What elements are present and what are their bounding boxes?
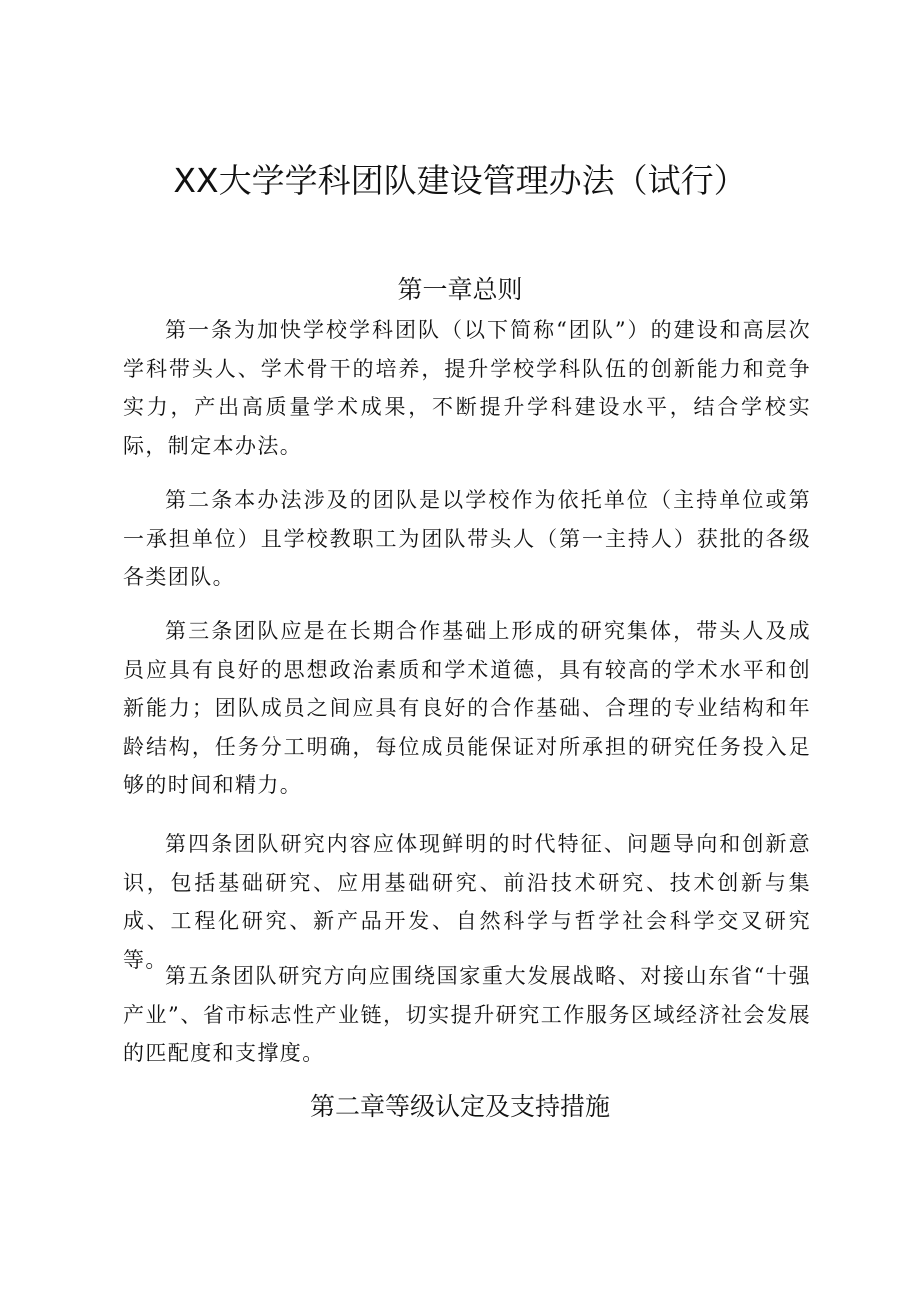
chapter-1-heading: 第一章总则 bbox=[397, 275, 523, 304]
article-5: 第五条团队研究方向应围绕国家重大发展战略、对接山东省“十强产业”、省市标志性产业链，切实提升研究工作服务区域经济社会发展的匹配度和支撑度。 bbox=[123, 964, 811, 1065]
article-2: 第二条本办法涉及的团队是以学校作为依托单位（主持单位或第一承担单位）且学校教职工为团队带头人（第一主持人）获批的各级各类团队。 bbox=[123, 488, 811, 589]
article-4: 第四条团队研究内容应体现鲜明的时代特征、问题导向和创新意识，包括基础研究、应用基础研究、前沿技术研究、技术创新与集成、工程化研究、新产品开发、自然科学与哲学社会科学交叉研究等。 bbox=[123, 832, 811, 972]
chapter-2-heading: 第二章等级认定及支持措施 bbox=[309, 1092, 610, 1121]
article-1: 第一条为加快学校学科团队（以下简称“团队”）的建设和高层次学科带头人、学术骨干的培养，提升学校学科队伍的创新能力和竞争实力，产出高质量学术成果，不断提升学科建设水平，结合学校实际，制定本办法。 bbox=[123, 318, 811, 458]
document-title: XX大学学科团队建设管理办法（试行） bbox=[173, 161, 747, 200]
article-3: 第三条团队应是在长期合作基础上形成的研究集体，带头人及成员应具有良好的思想政治素质和学术道德，具有较高的学术水平和创新能力；团队成员之间应具有良好的合作基础、合理的专业结构和年龄结构，任务分工明确，每位成员能保证对所承担的研究任务投入足够的时间和精力。 bbox=[123, 619, 811, 797]
